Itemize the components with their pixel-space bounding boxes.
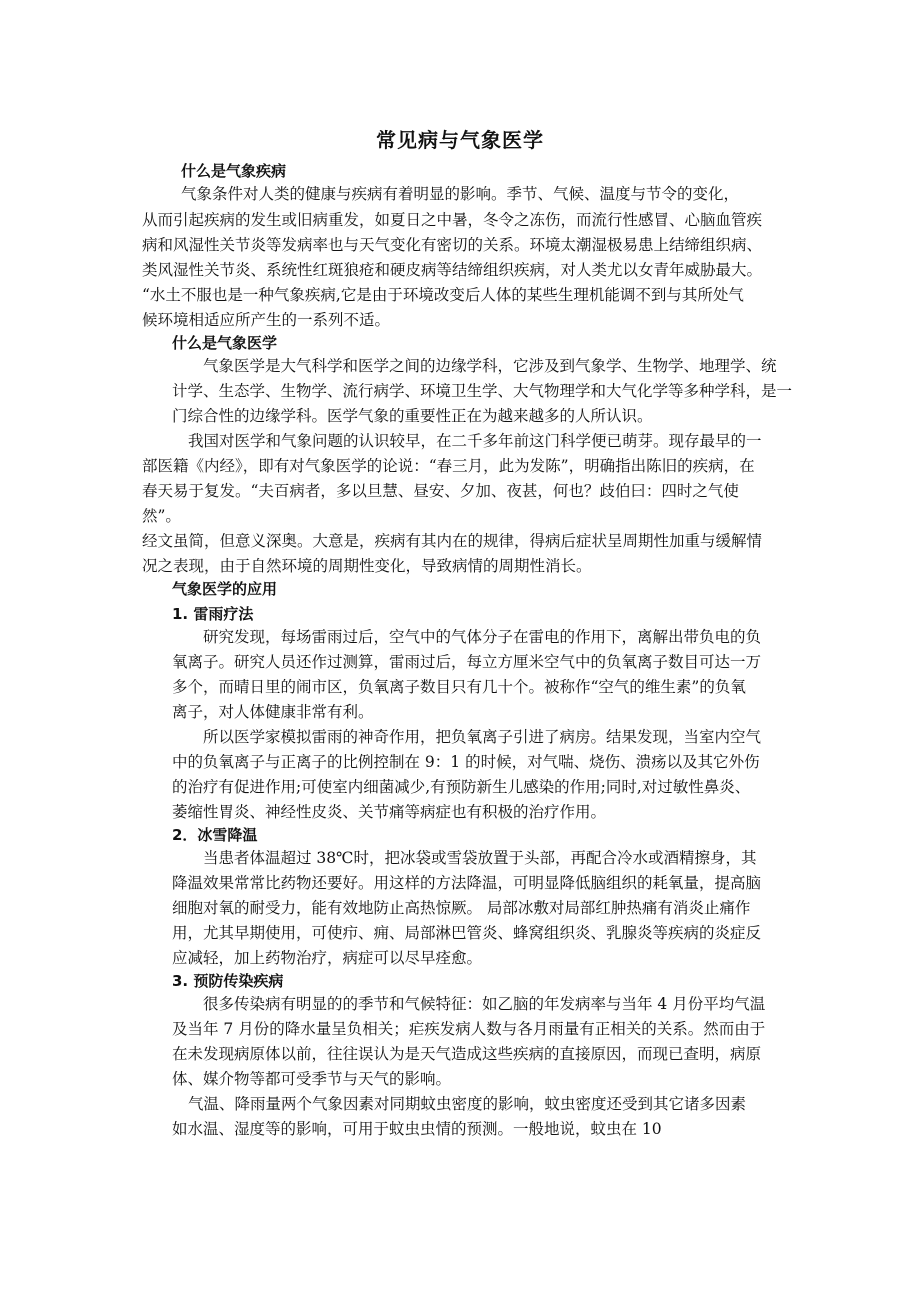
paragraph-line: 况之表现，由于自然环境的周期性变化，导致病情的周期性消长。 [142,557,592,575]
paragraph-line: 应减轻，加上药物治疗，病症可以尽早痊愈。 [172,949,483,967]
heading-weather-medicine: 什么是气象医学 [172,334,278,352]
document-title: 常见病与气象医学 [376,128,544,152]
paragraph-line: 所以医学家模拟雷雨的神奇作用，把负氧离子引进了病房。结果发现，当室内空气 [203,728,762,746]
paragraph-line: 用，尤其早期使用，可使疖、痈、局部淋巴管炎、蜂窝组织炎、乳腺炎等疾病的炎症反 [172,924,762,942]
paragraph-line: 经文虽简，但意义深奥。大意是，疾病有其内在的规律，得病后症状呈周期性加重与缓解情 [142,532,763,550]
paragraph-line: 候环境相适应所产生的一系列不适。 [142,311,391,329]
paragraph-line: 门综合性的边缘学科。医学气象的重要性正在为越来越多的人所认识。 [172,407,653,425]
paragraph-line: 计学、生态学、生物学、流行病学、环境卫生学、大气物理学和大气化学等多种学科，是一 [172,382,793,400]
paragraph-line: “水土不服也是一种气象疾病,它是由于环境改变后人体的某些生理机能调不到与其所处气 [142,286,744,304]
paragraph-line: 气象医学是大气科学和医学之间的边缘学科，它涉及到气象学、生物学、地理学、统 [203,357,777,375]
paragraph-line: 多个，而晴日里的闹市区，负氧离子数目只有几十个。被称作“空气的维生素”的负氧 [172,678,746,696]
paragraph-line: 部医籍《内经》，即有对气象医学的论说：“春三月，此为发陈”，明确指出陈旧的疾病，在 [142,457,755,475]
paragraph-line: 的治疗有促进作用;可使室内细菌减少,有预防新生儿感染的作用;同时,对过敏性鼻炎、 [172,778,751,796]
paragraph-line: 气象条件对人类的健康与疾病有着明显的影响。季节、气候、温度与节令的变化， [181,185,740,203]
paragraph-line: 病和风湿性关节炎等发病率也与天气变化有密切的关系。环境太潮湿极易患上结缔组织病、 [142,236,763,254]
paragraph-line: 氧离子。研究人员还作过测算，雷雨过后，每立方厘米空气中的负氧离子数目可达一万 [172,653,762,671]
heading-weather-disease: 什么是气象疾病 [181,162,287,180]
paragraph-line: 研究发现，每场雷雨过后，空气中的气体分子在雷电的作用下，离解出带负电的负 [203,628,762,646]
paragraph-line: 类风湿性关节炎、系统性红斑狼疮和硬皮病等结缔组织疾病，对人类尤以女青年威胁最大。 [142,261,763,279]
paragraph-line: 然”。 [142,507,181,525]
heading-ice-cooling: 2．冰雪降温 [172,826,258,844]
paragraph-line: 很多传染病有明显的的季节和气候特征：如乙脑的年发病率与当年 4 月份平均气温 [203,995,766,1013]
paragraph-line: 降温效果常常比药物还要好。用这样的方法降温，可明显降低脑组织的耗氧量，提高脑 [172,874,762,892]
paragraph-line: 萎缩性胃炎、神经性皮炎、关节痛等病症也有积极的治疗作用。 [172,803,607,821]
paragraph-line: 气温、降雨量两个气象因素对同期蚊虫密度的影响，蚊虫密度还受到其它诸多因素 [188,1095,747,1113]
heading-thunderstorm-therapy: 1. 雷雨疗法 [172,605,254,623]
paragraph-line: 细胞对氧的耐受力，能有效地防止高热惊厥。 局部冰敷对局部红肿热痛有消炎止痛作 [172,899,751,917]
paragraph-line: 当患者体温超过 38℃时，把冰袋或雪袋放置于头部，再配合冷水或酒精擦身，其 [203,849,757,867]
paragraph-line: 离子，对人体健康非常有利。 [172,703,374,721]
paragraph-line: 如水温、湿度等的影响，可用于蚊虫虫情的预测。一般地说，蚊虫在 10 [172,1120,662,1138]
paragraph-line: 及当年 7 月份的降水量呈负相关；疟疾发病人数与各月雨量有正相关的关系。然而由于 [172,1020,766,1038]
paragraph-line: 我国对医学和气象问题的认识较早，在二千多年前这门科学便已萌芽。现存最早的一 [188,432,762,450]
heading-prevent-infectious-disease: 3. 预防传染疾病 [172,972,284,990]
paragraph-line: 在未发现病原体以前，往往误认为是天气造成这些疾病的直接原因，而现已查明，病原 [172,1045,762,1063]
heading-applications: 气象医学的应用 [172,580,278,598]
paragraph-line: 体、媒介物等都可受季节与天气的影响。 [172,1070,452,1088]
paragraph-line: 春天易于复发。“夫百病者，多以旦慧、昼安、夕加、夜甚，何也？歧伯曰：四时之气使 [142,482,739,500]
paragraph-line: 中的负氧离子与正离子的比例控制在 9：1 的时候，对气喘、烧伤、溃疡以及其它外伤 [172,753,760,771]
paragraph-line: 从而引起疾病的发生或旧病重发，如夏日之中暑，冬令之冻伤，而流行性感冒、心脑血管疾 [142,211,763,229]
